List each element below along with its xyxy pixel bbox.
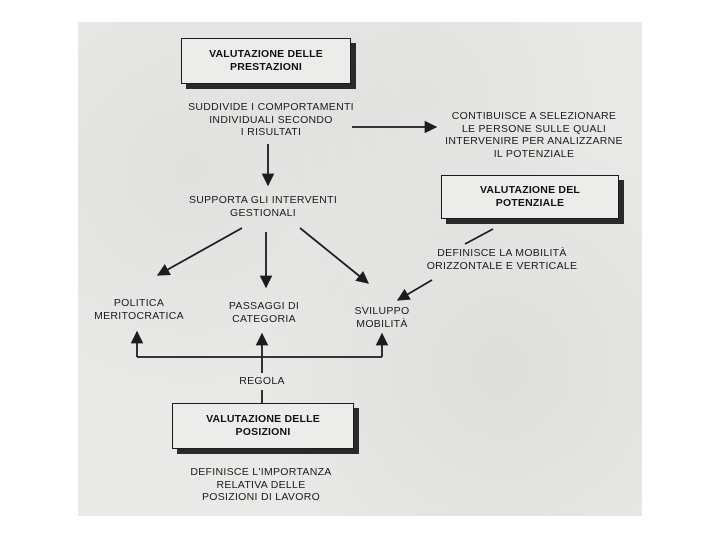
arrow-definisce-to-mobility [398, 280, 432, 300]
label-subdivides-line-3: I RISULTATI [240, 126, 302, 138]
arrow-supports-to-merit [158, 228, 242, 275]
label-category-steps [214, 300, 314, 325]
label-merit-policy-line-1: POLITICA [113, 297, 165, 309]
label-mobility-development-line-2: MOBILITÀ [356, 317, 408, 330]
label-contributes-line-4: IL POTENZIALE [493, 147, 575, 160]
label-contributes-line-1: CONTIBUISCE A SELEZIONARE [451, 110, 617, 122]
box-potential-evaluation [441, 175, 619, 219]
label-defines-mobility [410, 247, 594, 272]
label-defines-importance-line-3: POSIZIONI DI LAVORO [201, 491, 321, 503]
box-potential-line-2: POTENZIALE [495, 197, 565, 209]
label-contributes-line-2: LE PERSONE SULLE QUALI [461, 122, 607, 135]
label-supports [178, 194, 348, 219]
label-subdivides-line-1: SUDDIVIDE I COMPORTAMENTI [188, 101, 354, 113]
box-performance-line-2: PRESTAZIONI [229, 61, 302, 73]
box-potential-line-1: VALUTAZIONE DEL [479, 184, 581, 196]
label-regulates: REGOLA [239, 375, 285, 387]
label-merit-policy [84, 297, 194, 322]
label-mobility-development-line-1: SVILUPPO [354, 305, 410, 317]
label-defines-importance-line-1: DEFINISCE L'IMPORTANZA [190, 466, 332, 478]
label-mobility-development [342, 305, 422, 330]
label-category-steps-line-1: PASSAGGI DI [228, 300, 300, 312]
label-subdivides [176, 101, 366, 139]
box-positions-evaluation [172, 403, 354, 449]
arrow-supports-to-mobility [300, 228, 368, 283]
box-performance-line-1: VALUTAZIONE DELLE [209, 48, 323, 60]
box-positions-line-1: VALUTAZIONE DELLE [206, 413, 320, 425]
label-category-steps-line-2: CATEGORIA [232, 312, 296, 325]
arrow-potential-to-definisce [465, 229, 493, 244]
label-supports-line-1: SUPPORTA GLI INTERVENTI [188, 194, 338, 206]
label-subdivides-line-2: INDIVIDUALI SECONDO [209, 113, 333, 126]
label-defines-mobility-line-2: ORIZZONTALE E VERTICALE [426, 259, 578, 272]
label-merit-policy-line-2: MERITOCRATICA [94, 309, 184, 322]
label-defines-importance [168, 466, 354, 504]
label-contributes [436, 110, 632, 160]
label-defines-importance-line-2: RELATIVA DELLE [216, 478, 306, 491]
box-performance-evaluation [181, 38, 351, 84]
box-positions-line-2: POSIZIONI [235, 426, 291, 438]
label-contributes-line-3: INTERVENIRE PER ANALIZZARNE [445, 135, 623, 147]
label-supports-line-2: GESTIONALI [229, 206, 296, 219]
label-defines-mobility-line-1: DEFINISCE LA MOBILITÀ [437, 247, 567, 259]
